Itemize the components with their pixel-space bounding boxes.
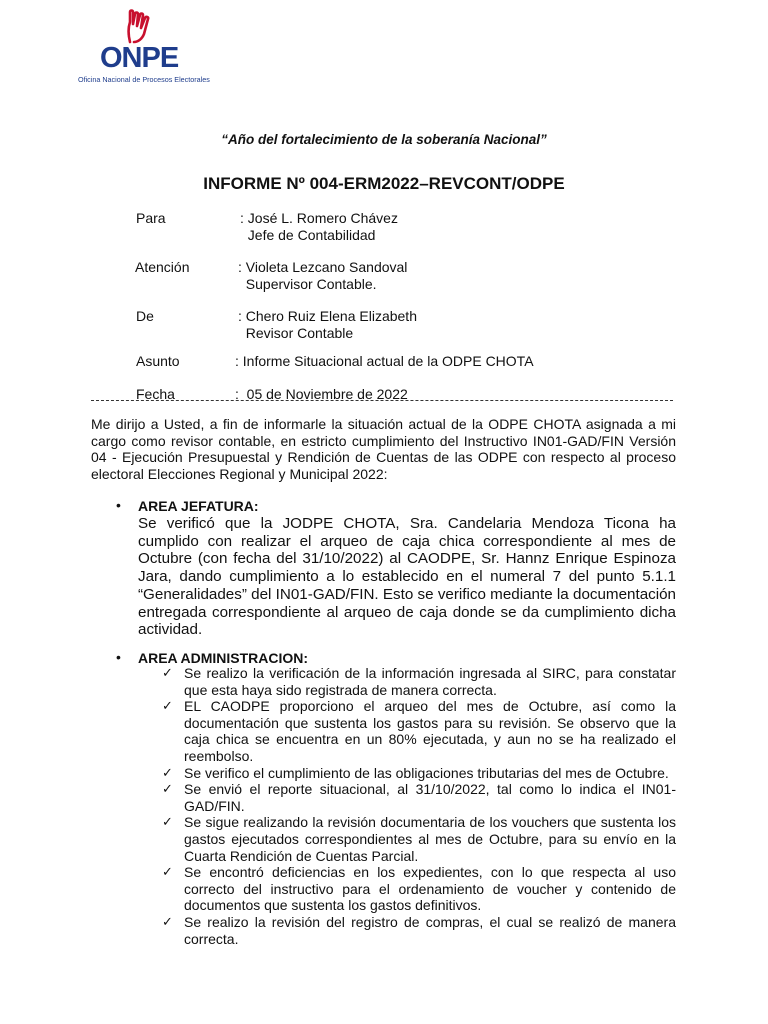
logo-subtitle: Oficina Nacional de Procesos Electorales — [78, 75, 210, 84]
check-icon: ✓ — [162, 913, 173, 929]
check-icon: ✓ — [162, 764, 173, 780]
header-value: : Chero Ruiz Elena Elizabeth Revisor Contable — [238, 308, 417, 341]
header-value: : José L. Romero Chávez Jefe de Contabilidad — [240, 210, 398, 243]
report-title: INFORME Nº 004-ERM2022–REVCONT/ODPE — [203, 174, 565, 193]
list-item: ✓ Se encontró deficiencias en los expedientes, con lo que respecta al uso correcto del instructivo para el ordenamiento de voucher y contenido de documentos que sustenta los gastos definitivos. — [162, 864, 676, 914]
header-label: De — [136, 308, 154, 324]
list-item: ✓ Se realizo la verificación de la información ingresada al SIRC, para constatar que esta haya sido registrada de manera correcta. — [162, 665, 676, 698]
check-icon: ✓ — [162, 665, 173, 680]
check-icon: ✓ — [162, 781, 173, 797]
header-value: : Informe Situacional actual de la ODPE CHOTA — [235, 353, 534, 369]
check-icon: ✓ — [162, 864, 173, 880]
onpe-logo — [78, 8, 218, 86]
list-item: ✓ Se envió el reporte situacional, al 31/10/2022, tal como lo indica el IN01-GAD/FIN. — [162, 781, 676, 814]
hand-vote-icon — [122, 8, 158, 44]
motto: “Año del fortalecimiento de la soberanía Nacional” — [221, 132, 547, 147]
list-item: ✓ Se verifico el cumplimiento de las obligaciones tributarias del mes de Octubre. — [162, 764, 669, 781]
section-text-jefatura: Se verificó que la JODPE CHOTA, Sra. Candelaria Mendoza Ticona ha cumplido con realizar el arqueo de caja chica correspondiente al mes de Octubre (con fecha del 31/10/2022) al CAODPE, Sr. Hannz Enrique Espinoza Jara, dando cumplimiento a lo establecido en el numeral 7 del punto 5.1.1 “Generalidades” del IN01-GAD/FIN. Esto se verifico mediante la documentación entregada correspondiente al arqueo de caja donde se da cumplimiento dicha actividad. — [138, 515, 676, 639]
bullet-icon: • — [116, 497, 121, 513]
section-title-administracion: AREA ADMINISTRACION: — [138, 650, 309, 666]
intro-paragraph: Me dirijo a Usted, a fin de informarle la situación actual de la ODPE CHOTA asignada a mi cargo como revisor contable, en estricto cumplimiento del Instructivo IN01-GAD/FIN Versión 04 - Ejecución Presupuestal y Rendición de Cuentas de las ODPE con respecto al proceso electoral Elecciones Regional y Municipal 2022: — [91, 416, 676, 482]
check-icon: ✓ — [162, 814, 173, 830]
header-label: Asunto — [136, 353, 180, 369]
header-value: : Violeta Lezcano Sandoval Supervisor Contable. — [238, 259, 408, 292]
bullet-icon: • — [116, 649, 121, 665]
logo-name: ONPE — [100, 42, 179, 74]
administracion-checklist — [160, 665, 676, 947]
list-item: ✓ EL CAODPE proporciono el arqueo del mes de Octubre, así como la documentación que sustenta los gastos para su revisión. Se observo que la caja chica se encuentra en un 80% ejecutada, y aun no se ha realizado el reembolso. — [162, 698, 676, 764]
dashed-divider — [91, 400, 673, 401]
header-label: Fecha — [136, 386, 175, 402]
section-title-jefatura: AREA JEFATURA: — [138, 498, 259, 514]
header-label: Para — [136, 210, 166, 226]
header-label: Atención — [135, 259, 190, 275]
header-value: : 05 de Noviembre de 2022 — [235, 386, 408, 402]
list-item: ✓ Se realizo la revisión del registro de compras, el cual se realizó de manera correcta. — [162, 913, 676, 947]
list-item: ✓ Se sigue realizando la revisión documentaria de los vouchers que sustenta los gastos ejecutados correspondientes al mes de Octubre, para su envío en la Cuarta Rendición de Cuentas Parcial. — [162, 814, 676, 864]
check-icon: ✓ — [162, 698, 173, 714]
